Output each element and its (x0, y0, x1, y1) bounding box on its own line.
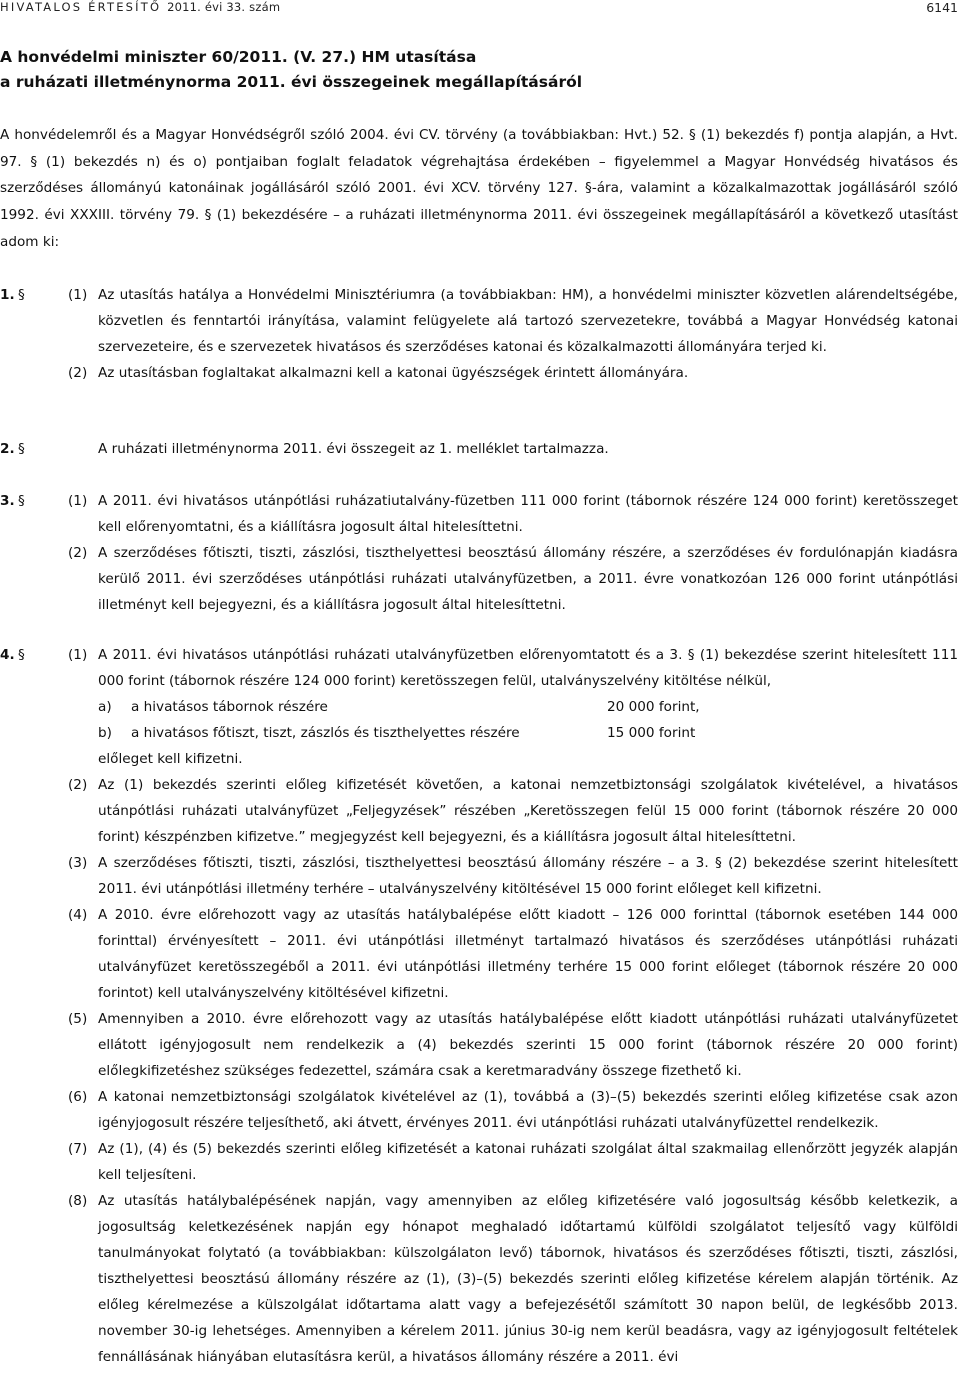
item-number: (1) (68, 287, 88, 303)
item-text: A 2010. évre előrehozott vagy az utasítás hatálybalépése előtt kiadott – 126 000 forinttal (tábornok esetében 144 000 forinttal) érvényesített – 2011. évi utánpótlási illetményt tartalmazó hivatásos és szerződéses utánpótlási ruházati utalványfüzet keretösszegéből a 2011. évi utánpótlási illetmény terhére 15 000 forint előleget (tábornok részére 20 000 forintot) kell utalványszelvény kitöltésével kifizetni. (98, 907, 958, 1001)
section-text: A ruházati illetménynorma 2011. évi összegeit az 1. melléklet tartalmazza. (98, 441, 609, 457)
publication-name: HIVATALOS ÉRTESÍTŐ (0, 0, 162, 14)
paragraph-sign: § (18, 441, 25, 457)
sub-item-letter: a) (98, 699, 112, 715)
sub-item-letter: b) (98, 725, 112, 741)
paragraph-item (0, 772, 960, 850)
item-text: A 2011. évi hivatásos utánpótlási ruházati utalványfüzetben előrenyomtatott és a 3. § (1) bekezdése szerint hitelesített 111 000 forint (tábornok részére 124 000 forint) keretösszegen felül, utalványszelvény kitöltése nélkül, (98, 647, 958, 689)
paragraph-item (0, 1006, 960, 1084)
paragraph-sign: § (18, 647, 25, 663)
paragraph-item (0, 1084, 960, 1136)
sub-item-amount: 15 000 forint (607, 725, 696, 741)
paragraph-item (0, 902, 960, 1006)
section-number: 1. (0, 287, 15, 303)
paragraph-item (0, 360, 960, 386)
paragraph-sign: § (18, 287, 25, 303)
paragraph-item (0, 540, 960, 618)
paragraph-item (0, 488, 960, 540)
paragraph-sign: § (18, 493, 25, 509)
paragraph-item (0, 1136, 960, 1188)
paragraph-item (0, 850, 960, 902)
item-number: (5) (68, 1011, 88, 1027)
item-number: (4) (68, 907, 88, 923)
paragraph-item (0, 1188, 960, 1370)
item-text: Az (1) bekezdés szerinti előleg kifizetését követően, a katonai nemzetbiztonsági szolgálatok kivételével, a hivatásos utánpótlási ruházati utalványfüzet „Feljegyzések” részében „Keretösszegen felül 15 000 forint (tábornok részére 20 000 forint) készpénzben kifizetve.” megjegyzést kell bejegyezni, és a kiállításra jogosult által hitelesíttetni. (98, 777, 958, 845)
sub-item-amount: 20 000 forint, (607, 699, 700, 715)
item-number: (2) (68, 365, 88, 381)
item-text: Az utasítás hatálybalépésének napján, vagy amennyiben az előleg kifizetésére való jogosultság később keletkezik, a jogosultság keletkezésének napján egy hónapot meghaladó időtartamú külföldi szolgálatot teljesítő vagy külföldi tanulmányokat folytató (a továbbiakban: külszolgálaton levő) tábornok, hivatásos és szerződéses főtiszti, tiszti, zászlósi, tiszthelyettesi beosztású állomány részére az (1), (3)–(5) bekezdés szerinti előleg kifizetése kérelem alapján történik. Az előleg kérelmezése a külszolgálat időtartama alatt vagy a befejezésétől számított 30 napon belül, de legkésőbb 2013. november 30-ig lehetséges. Amennyiben a kérelem 2011. június 30-ig nem kerül beadásra, vagy az igényjogosult feltételek fennállásának hiányában elutasításra kerül, a hivatásos állomány részére a 2011. évi (98, 1193, 958, 1365)
section-1 (0, 282, 960, 386)
item-text: Az (1), (4) és (5) bekezdés szerinti előleg kifizetését a katonai ruházati szolgálat által szakmailag ellenőrzött jegyzék alapján kell teljesíteni. (98, 1141, 958, 1183)
item-text: Az utasításban foglaltakat alkalmazni kell a katonai ügyészségek érintett állományára. (98, 365, 689, 381)
item-number: (8) (68, 1193, 88, 1209)
section-number: 3. (0, 493, 15, 509)
item-number: (2) (68, 545, 88, 561)
item-number: (7) (68, 1141, 88, 1157)
document-title (0, 45, 582, 95)
preamble: A honvédelemről és a Magyar Honvédségről szóló 2004. évi CV. törvény (a továbbiakban: Hvt.) 52. § (1) bekezdés f) pontja alapján, a Hvt. 97. § (1) bekezdés n) és o) pontjaiban foglalt feladatok végrehajtása érdekében – figyelemmel a Magyar Honvédség hivatásos és szerződéses állományú katonáinak jogállásáról szóló 2001. évi XCV. törvény 127. §-ára, valamint a közalkalmazottak jogállásáról szóló 1992. évi XXXIII. törvény 79. § (1) bekezdésére – a ruházati illetménynorma 2011. évi összegeinek megállapításáról a következő utasítást adom ki: (0, 127, 958, 250)
paragraph-item (0, 282, 960, 360)
item-text: A katonai nemzetbiztonsági szolgálatok kivételével az (1), továbbá a (3)–(5) bekezdés szerinti előleg kifizetése csak azon igényjogosult részére teljesíthető, aki átvett, érvényes 2011. évi utánpótlási ruházati utalványfüzettel rendelkezik. (98, 1089, 958, 1131)
item-number: (3) (68, 855, 88, 871)
section-4 (0, 642, 960, 1370)
page-header (0, 0, 960, 18)
item-number: (1) (68, 647, 88, 663)
item-number: (2) (68, 777, 88, 793)
item-text: Az utasítás hatálya a Honvédelmi Minisztériumra (a továbbiakban: HM), a honvédelmi miniszter közvetlen alárendeltségébe, közvetlen és fenntartói irányítása, valamint felügyelete alá tartozó szervezetekre, továbbá a Magyar Honvédség katonai szervezeteire, és e szervezetek hivatásos és szerződéses katonai és közalkalmazotti állományára terjed ki. (98, 287, 958, 355)
item-number: (6) (68, 1089, 88, 1105)
section-number: 4. (0, 647, 15, 663)
issue-label: 2011. évi 33. szám (167, 0, 281, 14)
sub-item-text: a hivatásos főtiszt, tiszt, zászlós és tiszthelyettes részére (131, 725, 520, 741)
sub-item (0, 720, 960, 746)
section-3 (0, 488, 960, 618)
publication-heading (0, 0, 280, 14)
sub-item (0, 694, 960, 720)
item-text: A szerződéses főtiszti, tiszti, zászlósi, tiszthelyettesi beosztású állomány részére – a 3. § (2) bekezdése szerint hitelesített 2011. évi utánpótlási illetmény terhére – utalványszelvény kitöltésével 15 000 forint előleget kell kifizetni. (98, 855, 958, 897)
section-2 (0, 436, 960, 462)
item-continuation: előleget kell kifizetni. (98, 751, 243, 767)
section-number: 2. (0, 441, 15, 457)
item-number: (1) (68, 493, 88, 509)
sub-item-text: a hivatásos tábornok részére (131, 699, 328, 715)
item-text: A szerződéses főtiszti, tiszti, zászlósi, tiszthelyettesi beosztású állomány részére, a szerződéses év fordulónapján kiadásra kerülő 2011. évi szerződéses utánpótlási ruházati utalványfüzetben, a 2011. évre vonatkozóan 126 000 forint utánpótlási illetményt kell bejegyezni, és a kiállításra jogosult által hitelesíttetni. (98, 545, 958, 613)
paragraph-item (0, 642, 960, 694)
page-number: 6141 (926, 0, 958, 15)
item-text: Amennyiben a 2010. évre előrehozott vagy az utasítás hatálybalépése előtt kiadott utánpótlási ruházati utalványfüzetet ellátott igényjogosult nem rendelkezik a (4) bekezdés szerinti 15 000 forint (tábornok részére 20 000 forint) előlegkifizetéshez szükséges fedezettel, számára csak a keretmaradvány összege fizethető ki. (98, 1011, 958, 1079)
title-line-2: a ruházati illetménynorma 2011. évi összegeinek megállapításáról (0, 73, 583, 91)
item-text: A 2011. évi hivatásos utánpótlási ruházatiutalvány-füzetben 111 000 forint (tábornok részére 124 000 forint) keretösszeget kell előrenyomtatni, és a kiállításra jogosult által hitelesíttetni. (98, 493, 958, 535)
title-line-1: A honvédelmi miniszter 60/2011. (V. 27.) HM utasítása (0, 48, 477, 66)
